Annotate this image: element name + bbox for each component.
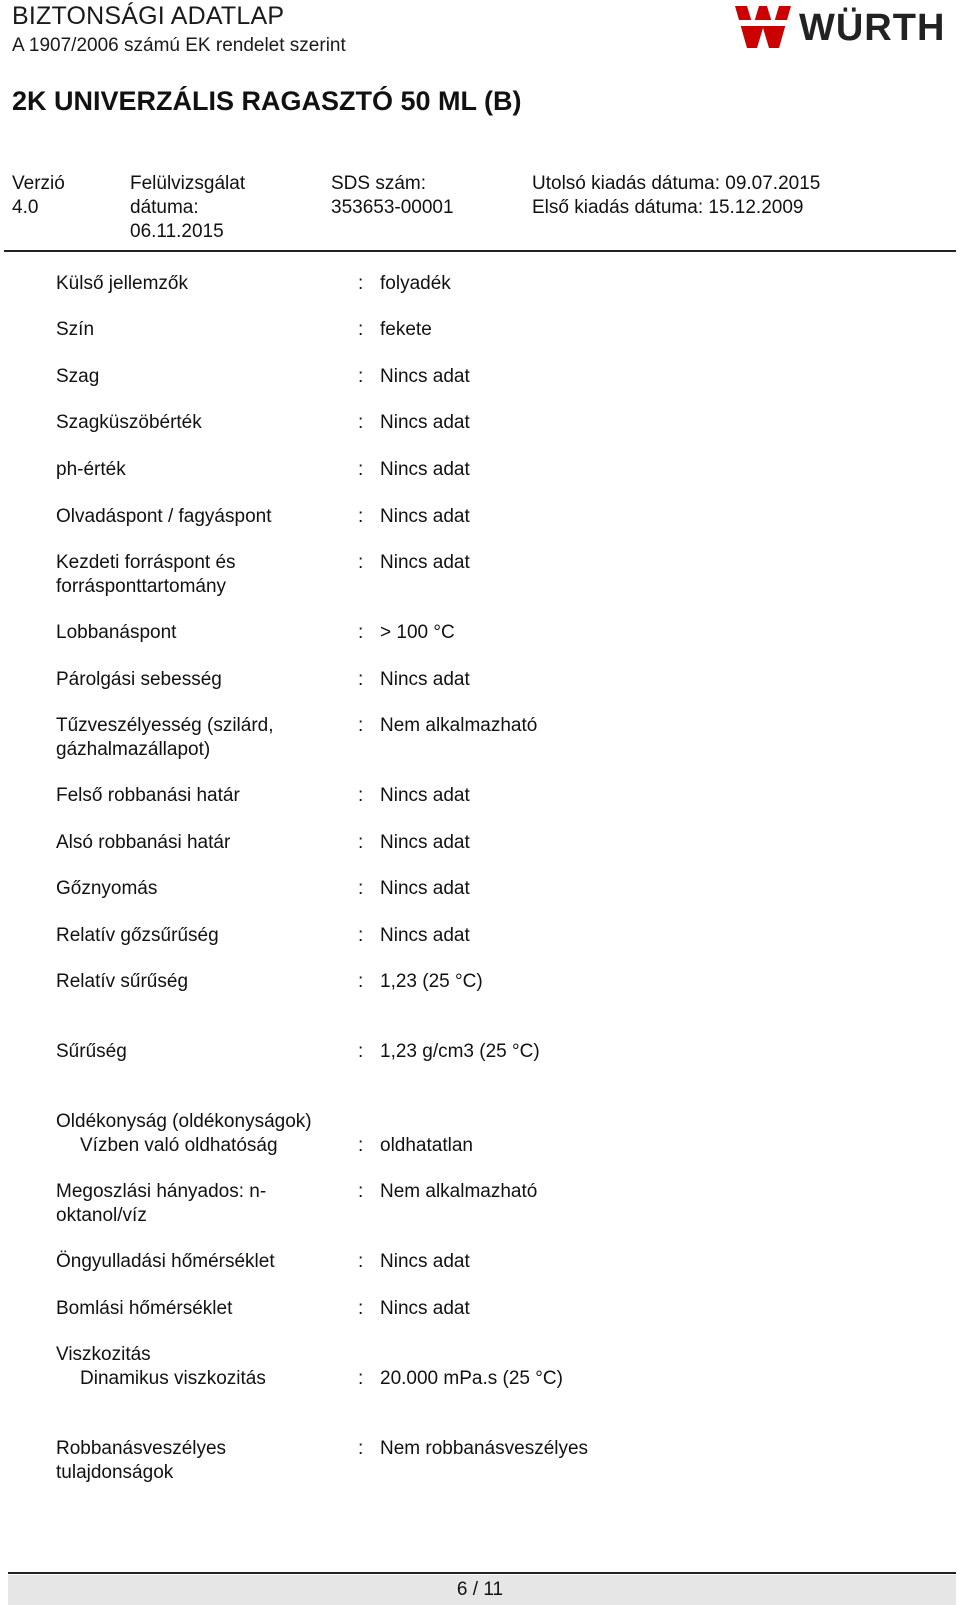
property-colon: : [358,785,364,806]
property-value: fekete [380,319,432,340]
property-label: Szagküszöbérték [56,412,202,433]
property-colon: : [358,412,364,433]
property-colon: : [358,1181,364,1202]
property-colon: : [358,459,364,480]
property-sublabel: Vízben való oldhatóság [80,1135,278,1156]
property-colon: : [358,1251,364,1272]
property-colon: : [358,319,364,340]
revision-value: 06.11.2015 [130,221,224,242]
issue-dates-block [532,172,820,220]
property-value: Nincs adat [380,785,470,806]
property-label: ph-érték [56,459,126,480]
property-colon: : [358,1135,364,1156]
property-value: oldhatatlan [380,1135,473,1156]
property-colon: : [358,669,364,690]
version-label: Verzió [12,173,65,194]
last-issue-date: Utolsó kiadás dátuma: 09.07.2015 [532,173,821,194]
property-value: folyadék [380,273,451,294]
property-colon: : [358,715,364,736]
property-value: Nincs adat [380,459,470,480]
property-label: Oldékonyság (oldékonyságok) [56,1111,312,1132]
version-block [12,172,65,220]
property-label: Párolgási sebesség [56,669,222,690]
property-group-label [56,1343,346,1391]
property-value: Nem robbanásveszélyes [380,1438,589,1459]
property-value: Nincs adat [380,925,470,946]
property-label: Szag [56,366,100,387]
property-value: 20.000 mPa.s (25 °C) [380,1368,563,1389]
property-label: Bomlási hőmérséklet [56,1298,233,1319]
property-value: Nincs adat [380,878,470,899]
property-value: Nincs adat [380,506,470,527]
property-colon: : [358,552,364,573]
property-colon: : [358,1368,364,1389]
property-label: Viszkozitás [56,1344,151,1365]
footer-divider [8,1572,956,1574]
revision-label-2: dátuma: [130,197,199,218]
sds-label: SDS szám: [331,173,427,194]
property-sublabel: Dinamikus viszkozitás [80,1368,266,1389]
property-colon: : [358,1438,364,1459]
product-name: 2K UNIVERZÁLIS RAGASZTÓ 50 ML (B) [12,86,522,116]
brand-wordmark: WÜRTH [799,7,946,49]
revision-block [130,172,245,244]
property-value: Nem alkalmazható [380,715,538,736]
property-label: Külső jellemzők [56,273,188,294]
document-title: BIZTONSÁGI ADATLAP [12,2,285,30]
property-colon: : [358,1298,364,1319]
property-value: > 100 °C [380,622,455,643]
sds-block [331,172,454,220]
property-label: Gőznyomás [56,878,158,899]
property-colon: : [358,366,364,387]
property-label: Lobbanáspont [56,622,177,643]
property-colon: : [358,971,364,992]
wurth-logo [733,2,955,54]
property-label: Relatív sűrűség [56,971,189,992]
revision-label-1: Felülvizsgálat [130,173,246,194]
sds-value: 353653-00001 [331,197,454,218]
property-label: Megoszlási hányados: n-oktanol/víz [56,1181,267,1226]
property-colon: : [358,506,364,527]
property-colon: : [358,878,364,899]
property-value: Nincs adat [380,552,470,573]
property-label: Kezdeti forráspont és forrásponttartomány [56,552,236,597]
property-value: Nincs adat [380,1298,470,1319]
property-value: Nincs adat [380,366,470,387]
page-number: 6 / 11 [456,1579,504,1600]
property-label: Felső robbanási határ [56,785,240,806]
version-value: 4.0 [12,197,39,218]
regulation-subtitle: A 1907/2006 számú EK rendelet szerint [12,35,346,56]
property-group-label [56,1110,346,1158]
property-colon: : [358,622,364,643]
property-label: Olvadáspont / fagyáspont [56,506,272,527]
property-label: Alsó robbanási határ [56,832,231,853]
property-colon: : [358,832,364,853]
property-colon: : [358,925,364,946]
property-label: Öngyulladási hőmérséklet [56,1251,275,1272]
property-colon: : [358,273,364,294]
property-label: Tűzveszélyesség (szilárd, gázhalmazállapot) [56,715,274,760]
property-value: Nincs adat [380,1251,470,1272]
property-colon: : [358,1041,364,1062]
property-label: Szín [56,319,95,340]
property-value: Nincs adat [380,412,470,433]
property-value: Nincs adat [380,669,470,690]
property-value: Nem alkalmazható [380,1181,538,1202]
property-label: Sűrűség [56,1041,127,1062]
property-label: Relatív gőzsűrűség [56,925,219,946]
first-issue-date: Első kiadás dátuma: 15.12.2009 [532,197,804,218]
property-value: 1,23 (25 °C) [380,971,483,992]
property-label: Robbanásveszélyes tulajdonságok [56,1438,227,1483]
property-value: 1,23 g/cm3 (25 °C) [380,1041,540,1062]
property-value: Nincs adat [380,832,470,853]
header-divider [4,250,956,252]
